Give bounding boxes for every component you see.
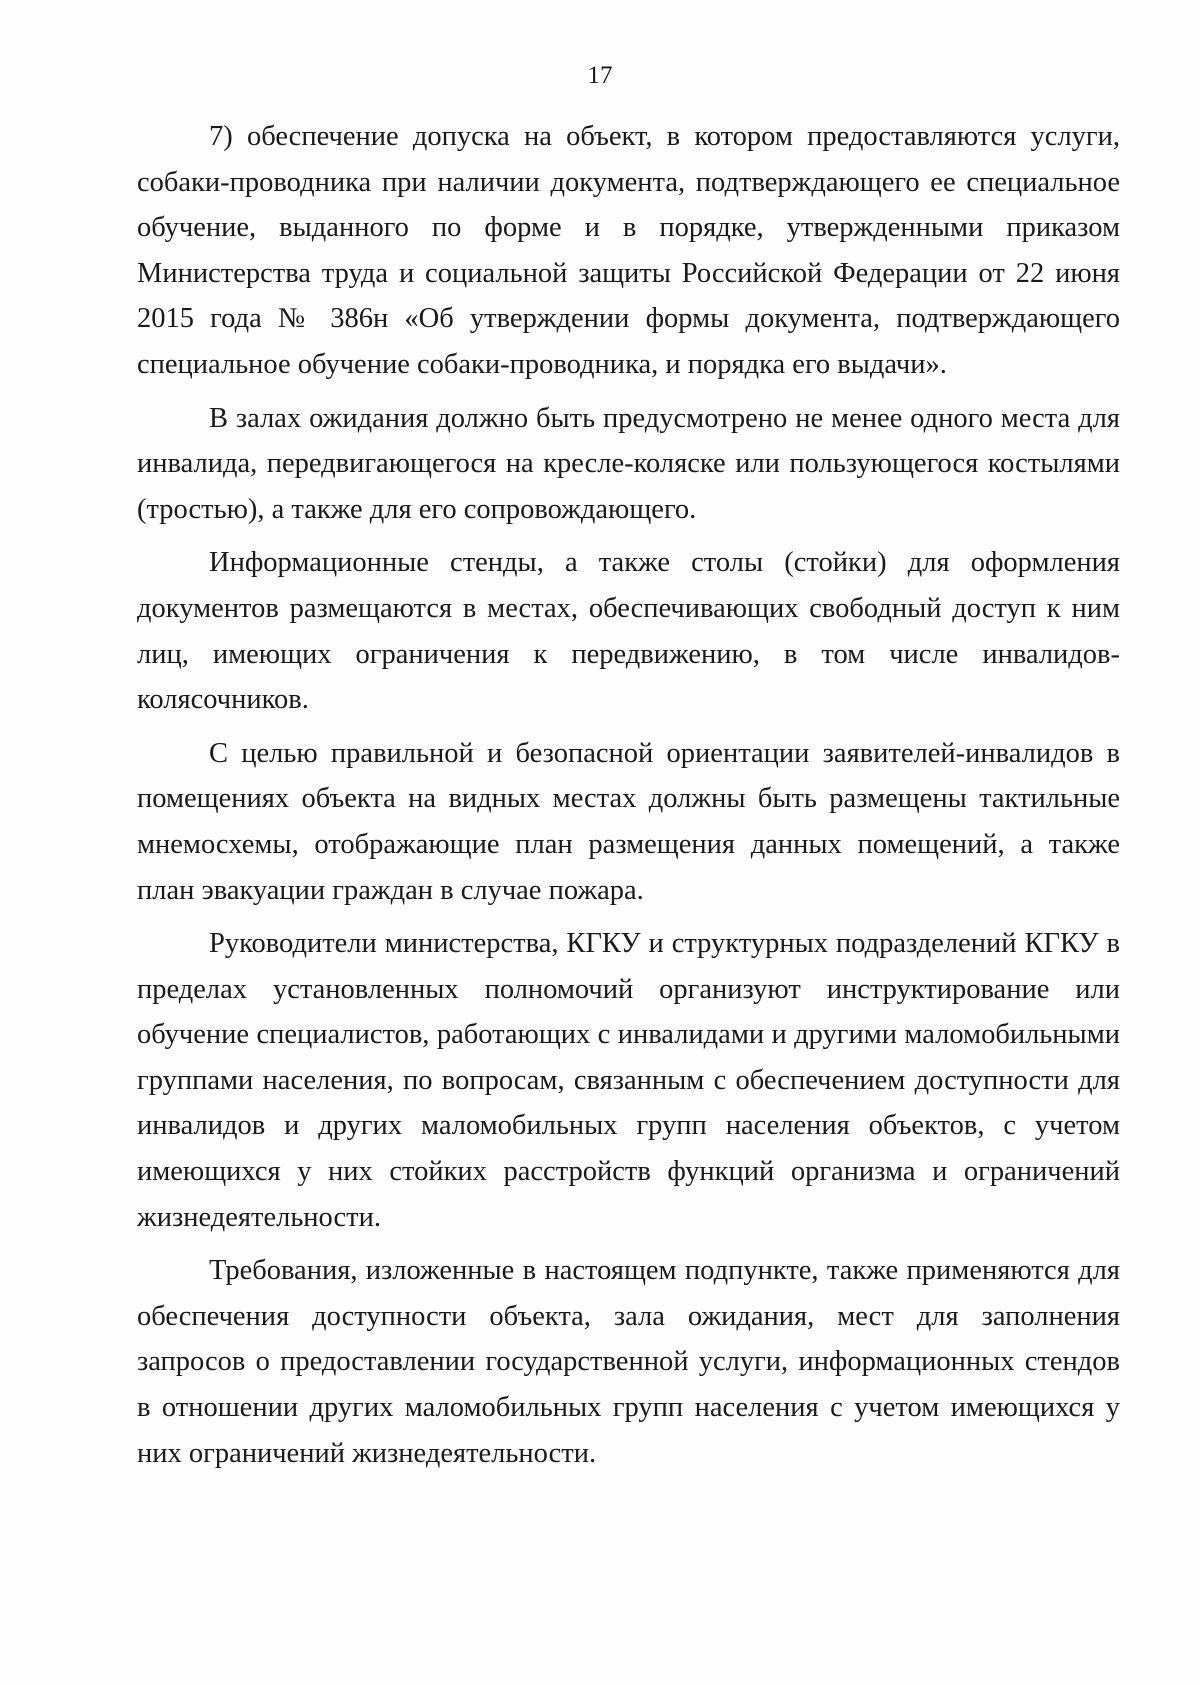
paragraph-requirements-scope: Требования, изложенные в настоящем подпункте, также применяются для обеспечения доступности объекта, зала ожидания, мест для заполнения запросов о предоставлении государственной услуги, информационных стендов в отношении других маломобильных групп населения с учетом имеющихся у них ограничений жизнедеятельности. [137,1255,1120,1469]
paragraph-guide-dog-access: 7) обеспечение допуска на объект, в котором предоставляются услуги, собаки-проводника при наличии документа, подтверждающего ее специальное обучение, выданного по форме и в порядке, утвержденными приказом Министерства труда и социальной защиты Российской Федерации от 22 июня 2015 года № 386н «Об утверждении формы документа, подтверждающего специальное обучение собаки-проводника, и порядка его выдачи». [137,121,1120,380]
paragraph-staff-training: Руководители министерства, КГКУ и структурных подразделений КГКУ в пределах установленных полномочий организуют инструктирование или обучение специалистов, работающих с инвалидами и другими маломобильными группами населения, по вопросам, связанным с обеспечением доступности для инвалидов и других маломобильных групп населения объектов, с учетом имеющихся у них стойких расстройств функций организма и ограничений жизнедеятельности. [137,928,1120,1233]
page-number: 17 [587,62,613,89]
document-body [137,114,1120,1476]
paragraph-waiting-room-seats: В залах ожидания должно быть предусмотрено не менее одного места для инвалида, передвигающегося на кресле-коляске или пользующегося костылями (тростью), а также для его сопровождающего. [137,402,1120,525]
paragraph-tactile-schemes: С целью правильной и безопасной ориентации заявителей-инвалидов в помещениях объекта на видных местах должны быть размещены тактильные мнемосхемы, отображающие план размещения данных помещений, а также план эвакуации граждан в случае пожара. [137,737,1120,906]
paragraph-information-stands: Информационные стенды, а также столы (стойки) для оформления документов размещаются в местах, обеспечивающих свободный доступ к ним лиц, имеющих ограничения к передвижению, в том числе инвалидов-колясочников. [137,547,1120,716]
